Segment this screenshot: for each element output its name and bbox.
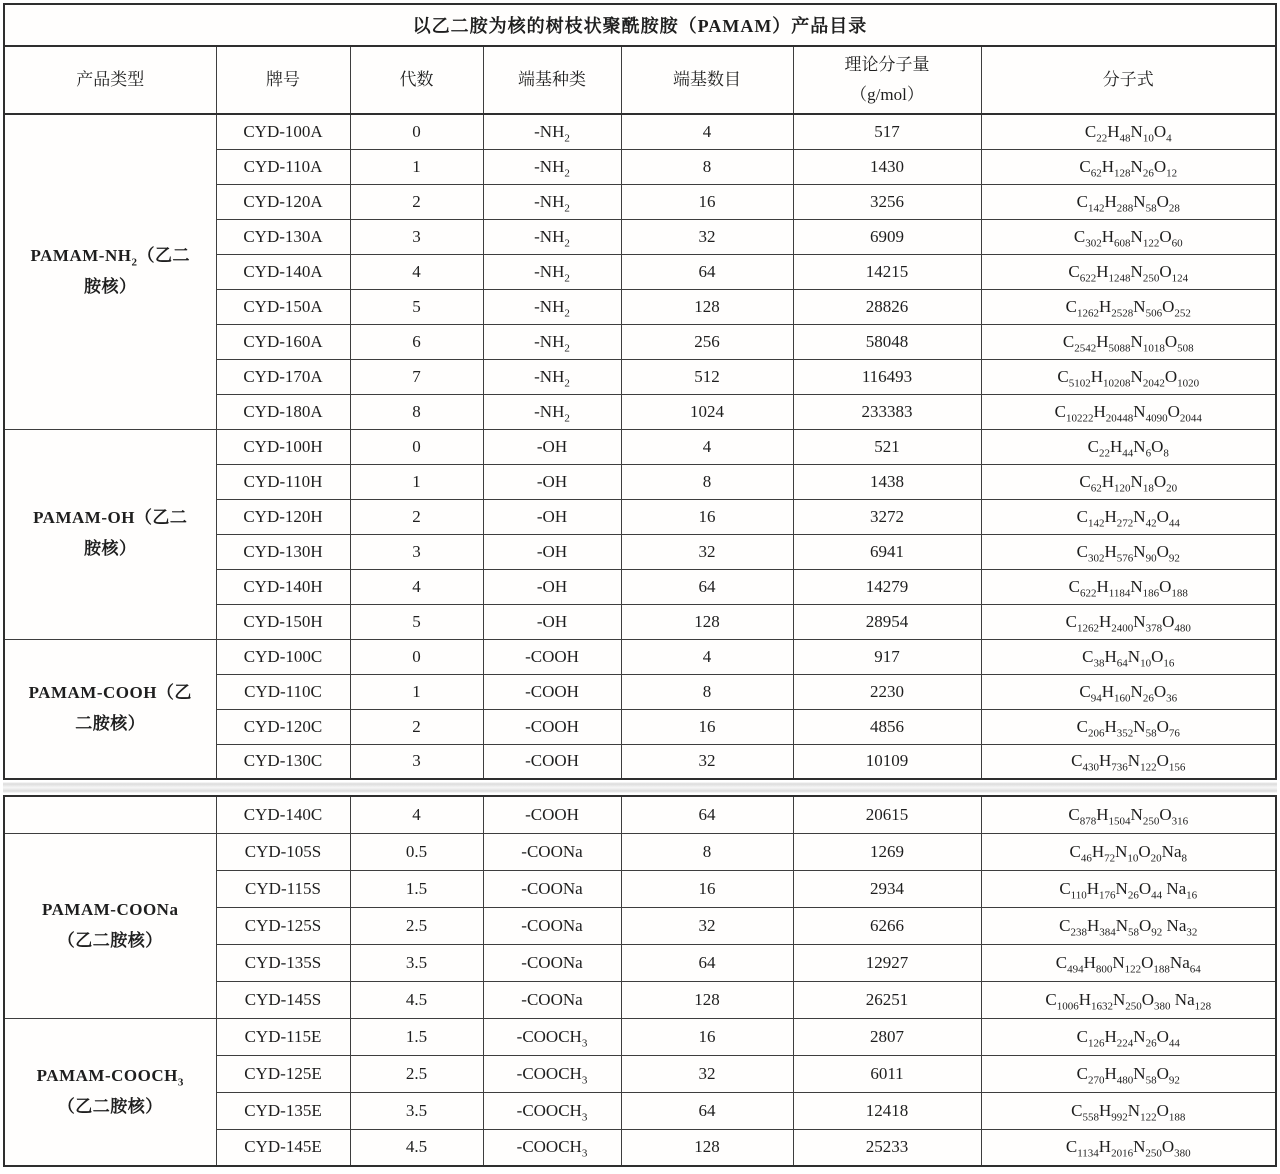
cell-model: CYD-135E [216, 1092, 350, 1129]
cell-molecular-weight: 3256 [793, 184, 981, 219]
cell-terminal-type: $-NH_2$ [483, 149, 621, 184]
cell-terminal-count: 8 [621, 149, 793, 184]
cell-terminal-type: $-COOCH_3$ [483, 1055, 621, 1092]
column-header-formula: 分子式 [981, 46, 1276, 114]
cell-terminal-count: 32 [621, 534, 793, 569]
cell-terminal-count: 8 [621, 464, 793, 499]
cell-generation: 2 [350, 499, 483, 534]
cell-molecular-weight: 6909 [793, 219, 981, 254]
cell-molecular-weight: 12418 [793, 1092, 981, 1129]
cell-molecular-weight: 14215 [793, 254, 981, 289]
cell-generation: 3.5 [350, 1092, 483, 1129]
cell-product-type: PAMAM-$COOCH_3$（乙二胺核） [4, 1018, 216, 1166]
catalog-table-top [3, 3, 1277, 780]
cell-generation: 1 [350, 674, 483, 709]
cell-terminal-type: $-NH_2$ [483, 254, 621, 289]
cell-model: CYD-130C [216, 744, 350, 779]
cell-terminal-type: -OH [483, 499, 621, 534]
cell-product-type: PAMAM-OH（乙二胺核） [4, 429, 216, 639]
cell-molecular-formula: $C_{94}H_{160}N_{26}O_{36}$ [981, 674, 1276, 709]
cell-molecular-formula: $C_{142}H_{288}N_{58}O_{28}$ [981, 184, 1276, 219]
cell-terminal-type: $-NH_2$ [483, 359, 621, 394]
cell-model: CYD-100C [216, 639, 350, 674]
cell-terminal-count: 16 [621, 1018, 793, 1055]
cell-terminal-type: $-NH_2$ [483, 394, 621, 429]
cell-model: CYD-110C [216, 674, 350, 709]
cell-molecular-formula: $C_{46}H_{72}N_{10}O_{20}Na_8$ [981, 833, 1276, 870]
cell-product-type: PAMAM-$NH_2$（乙二胺核） [4, 114, 216, 429]
cell-generation: 2.5 [350, 1055, 483, 1092]
cell-generation: 3 [350, 534, 483, 569]
cell-molecular-weight: 6011 [793, 1055, 981, 1092]
cell-terminal-count: 128 [621, 1129, 793, 1166]
cell-generation: 1.5 [350, 870, 483, 907]
cell-terminal-count: 32 [621, 219, 793, 254]
cell-model: CYD-170A [216, 359, 350, 394]
cell-model: CYD-160A [216, 324, 350, 359]
cell-model: CYD-120H [216, 499, 350, 534]
cell-terminal-type: $-NH_2$ [483, 324, 621, 359]
cell-product-type [4, 796, 216, 833]
cell-product-type: PAMAM-COONa（乙二胺核） [4, 833, 216, 1018]
cell-molecular-weight: 6941 [793, 534, 981, 569]
cell-terminal-count: 1024 [621, 394, 793, 429]
cell-molecular-formula: $C_{62}H_{120}N_{18}O_{20}$ [981, 464, 1276, 499]
cell-molecular-weight: 4856 [793, 709, 981, 744]
table-row [4, 1018, 1276, 1055]
cell-generation: 4.5 [350, 1129, 483, 1166]
cell-molecular-formula: $C_{558}H_{992}N_{122}O_{188}$ [981, 1092, 1276, 1129]
cell-terminal-type: -COONa [483, 833, 621, 870]
cell-molecular-formula: $C_{1262}H_{2528}N_{506}O_{252}$ [981, 289, 1276, 324]
cell-molecular-formula: $C_{2542}H_{5088}N_{1018}O_{508}$ [981, 324, 1276, 359]
cell-generation: 3.5 [350, 944, 483, 981]
cell-generation: 7 [350, 359, 483, 394]
cell-terminal-type: -OH [483, 429, 621, 464]
page-title: 以乙二胺为核的树枝状聚酰胺胺（PAMAM）产品目录 [4, 4, 1276, 46]
cell-molecular-formula: $C_{622}H_{1184}N_{186}O_{188}$ [981, 569, 1276, 604]
cell-terminal-type: -COOH [483, 674, 621, 709]
cell-molecular-weight: 14279 [793, 569, 981, 604]
column-header-terminal-count: 端基数目 [621, 46, 793, 114]
cell-terminal-count: 32 [621, 744, 793, 779]
cell-terminal-count: 16 [621, 870, 793, 907]
cell-generation: 5 [350, 289, 483, 324]
cell-molecular-weight: 2230 [793, 674, 981, 709]
cell-molecular-weight: 20615 [793, 796, 981, 833]
cell-terminal-count: 64 [621, 569, 793, 604]
cell-generation: 2 [350, 184, 483, 219]
table-row [4, 833, 1276, 870]
cell-model: CYD-100H [216, 429, 350, 464]
cell-generation: 3 [350, 219, 483, 254]
cell-molecular-formula: $C_{206}H_{352}N_{58}O_{76}$ [981, 709, 1276, 744]
cell-model: CYD-115E [216, 1018, 350, 1055]
cell-model: CYD-120A [216, 184, 350, 219]
cell-generation: 4 [350, 254, 483, 289]
cell-terminal-count: 128 [621, 604, 793, 639]
page-break-band [3, 780, 1277, 795]
cell-terminal-type: $-NH_2$ [483, 289, 621, 324]
cell-model: CYD-125E [216, 1055, 350, 1092]
cell-model: CYD-140A [216, 254, 350, 289]
cell-molecular-formula: $C_{238}H_{384}N_{58}O_{92}$ $Na_{32}$ [981, 907, 1276, 944]
cell-molecular-formula: $C_{10222}H_{20448}N_{4090}O_{2044}$ [981, 394, 1276, 429]
cell-terminal-type: -COOH [483, 796, 621, 833]
cell-molecular-formula: $C_{302}H_{608}N_{122}O_{60}$ [981, 219, 1276, 254]
cell-model: CYD-135S [216, 944, 350, 981]
cell-model: CYD-130A [216, 219, 350, 254]
cell-molecular-weight: 917 [793, 639, 981, 674]
cell-terminal-type: $-COOCH_3$ [483, 1092, 621, 1129]
cell-terminal-type: $-NH_2$ [483, 114, 621, 149]
cell-generation: 1.5 [350, 1018, 483, 1055]
table-row [4, 114, 1276, 149]
cell-terminal-count: 64 [621, 254, 793, 289]
table-row [4, 639, 1276, 674]
cell-model: CYD-145S [216, 981, 350, 1018]
cell-terminal-type: -COOH [483, 709, 621, 744]
cell-terminal-type: -OH [483, 569, 621, 604]
cell-generation: 3 [350, 744, 483, 779]
cell-terminal-count: 4 [621, 114, 793, 149]
cell-terminal-type: -COOH [483, 639, 621, 674]
cell-molecular-formula: $C_{142}H_{272}N_{42}O_{44}$ [981, 499, 1276, 534]
cell-terminal-count: 16 [621, 709, 793, 744]
cell-model: CYD-115S [216, 870, 350, 907]
cell-terminal-count: 128 [621, 289, 793, 324]
cell-molecular-weight: 6266 [793, 907, 981, 944]
cell-terminal-count: 64 [621, 944, 793, 981]
cell-generation: 5 [350, 604, 483, 639]
cell-terminal-type: -COONa [483, 981, 621, 1018]
cell-product-type: PAMAM-COOH（乙二胺核） [4, 639, 216, 779]
cell-molecular-formula: $C_{38}H_{64}N_{10}O_{16}$ [981, 639, 1276, 674]
cell-molecular-formula: $C_{494}H_{800}N_{122}O_{188}Na_{64}$ [981, 944, 1276, 981]
mw-header-unit: （g/mol） [850, 85, 924, 104]
cell-generation: 2.5 [350, 907, 483, 944]
cell-molecular-formula: $C_{22}H_{48}N_{10}O_4$ [981, 114, 1276, 149]
cell-molecular-weight: 3272 [793, 499, 981, 534]
cell-molecular-weight: 12927 [793, 944, 981, 981]
cell-generation: 6 [350, 324, 483, 359]
cell-model: CYD-105S [216, 833, 350, 870]
cell-model: CYD-130H [216, 534, 350, 569]
cell-molecular-weight: 1430 [793, 149, 981, 184]
title-row [4, 4, 1276, 46]
cell-terminal-count: 32 [621, 907, 793, 944]
cell-terminal-count: 64 [621, 1092, 793, 1129]
cell-molecular-weight: 10109 [793, 744, 981, 779]
cell-terminal-count: 16 [621, 499, 793, 534]
cell-terminal-type: $-NH_2$ [483, 219, 621, 254]
cell-molecular-weight: 28826 [793, 289, 981, 324]
cell-terminal-count: 16 [621, 184, 793, 219]
column-header-product-type: 产品类型 [4, 46, 216, 114]
cell-terminal-type: -COONa [483, 944, 621, 981]
cell-molecular-weight: 1269 [793, 833, 981, 870]
cell-terminal-type: -OH [483, 534, 621, 569]
cell-molecular-formula: $C_{110}H_{176}N_{26}O_{44}$ $Na_{16}$ [981, 870, 1276, 907]
column-header-molecular-weight [793, 46, 981, 114]
cell-terminal-type: -COOH [483, 744, 621, 779]
cell-model: CYD-110H [216, 464, 350, 499]
cell-molecular-weight: 26251 [793, 981, 981, 1018]
cell-model: CYD-120C [216, 709, 350, 744]
table-row [4, 429, 1276, 464]
cell-molecular-formula: $C_{1006}H_{1632}N_{250}O_{380}$ $Na_{128}$ [981, 981, 1276, 1018]
column-header-generation: 代数 [350, 46, 483, 114]
header-row [4, 46, 1276, 114]
column-header-model: 牌号 [216, 46, 350, 114]
cell-terminal-count: 256 [621, 324, 793, 359]
cell-molecular-formula: $C_{5102}H_{10208}N_{2042}O_{1020}$ [981, 359, 1276, 394]
cell-model: CYD-145E [216, 1129, 350, 1166]
cell-molecular-formula: $C_{1134}H_{2016}N_{250}O_{380}$ [981, 1129, 1276, 1166]
cell-molecular-weight: 2807 [793, 1018, 981, 1055]
cell-generation: 2 [350, 709, 483, 744]
cell-terminal-type: $-COOCH_3$ [483, 1018, 621, 1055]
cell-molecular-formula: $C_{1262}H_{2400}N_{378}O_{480}$ [981, 604, 1276, 639]
cell-molecular-weight: 28954 [793, 604, 981, 639]
cell-model: CYD-140H [216, 569, 350, 604]
cell-molecular-formula: $C_{270}H_{480}N_{58}O_{92}$ [981, 1055, 1276, 1092]
cell-terminal-type: -COONa [483, 907, 621, 944]
cell-model: CYD-125S [216, 907, 350, 944]
cell-terminal-type: $-COOCH_3$ [483, 1129, 621, 1166]
catalog-table-bottom [3, 795, 1277, 1167]
cell-molecular-formula: $C_{22}H_{44}N_6O_8$ [981, 429, 1276, 464]
cell-molecular-weight: 517 [793, 114, 981, 149]
table-body-top [4, 114, 1276, 779]
cell-model: CYD-100A [216, 114, 350, 149]
cell-generation: 0 [350, 639, 483, 674]
cell-molecular-formula: $C_{430}H_{736}N_{122}O_{156}$ [981, 744, 1276, 779]
cell-molecular-weight: 116493 [793, 359, 981, 394]
column-header-terminal-type: 端基种类 [483, 46, 621, 114]
cell-terminal-count: 4 [621, 639, 793, 674]
cell-terminal-type: -COONa [483, 870, 621, 907]
cell-molecular-formula: $C_{622}H_{1248}N_{250}O_{124}$ [981, 254, 1276, 289]
table-body-bottom [4, 796, 1276, 1166]
cell-molecular-formula: $C_{878}H_{1504}N_{250}O_{316}$ [981, 796, 1276, 833]
cell-terminal-type: -OH [483, 604, 621, 639]
cell-generation: 1 [350, 464, 483, 499]
cell-terminal-count: 128 [621, 981, 793, 1018]
cell-model: CYD-150H [216, 604, 350, 639]
cell-molecular-weight: 2934 [793, 870, 981, 907]
cell-terminal-type: -OH [483, 464, 621, 499]
cell-terminal-count: 32 [621, 1055, 793, 1092]
cell-model: CYD-180A [216, 394, 350, 429]
cell-generation: 0 [350, 114, 483, 149]
cell-generation: 0 [350, 429, 483, 464]
cell-molecular-weight: 521 [793, 429, 981, 464]
cell-terminal-count: 8 [621, 674, 793, 709]
cell-terminal-count: 512 [621, 359, 793, 394]
cell-model: CYD-110A [216, 149, 350, 184]
cell-model: CYD-150A [216, 289, 350, 324]
table-row [4, 796, 1276, 833]
cell-terminal-count: 8 [621, 833, 793, 870]
cell-molecular-formula: $C_{302}H_{576}N_{90}O_{92}$ [981, 534, 1276, 569]
cell-molecular-formula: $C_{126}H_{224}N_{26}O_{44}$ [981, 1018, 1276, 1055]
cell-molecular-weight: 233383 [793, 394, 981, 429]
mw-header-line1: 理论分子量 [844, 55, 930, 75]
cell-model: CYD-140C [216, 796, 350, 833]
cell-terminal-type: $-NH_2$ [483, 184, 621, 219]
cell-generation: 4 [350, 796, 483, 833]
cell-generation: 0.5 [350, 833, 483, 870]
cell-molecular-weight: 25233 [793, 1129, 981, 1166]
cell-generation: 1 [350, 149, 483, 184]
cell-terminal-count: 4 [621, 429, 793, 464]
cell-molecular-weight: 58048 [793, 324, 981, 359]
cell-generation: 4 [350, 569, 483, 604]
cell-terminal-count: 64 [621, 796, 793, 833]
cell-molecular-weight: 1438 [793, 464, 981, 499]
cell-generation: 8 [350, 394, 483, 429]
cell-generation: 4.5 [350, 981, 483, 1018]
cell-molecular-formula: $C_{62}H_{128}N_{26}O_{12}$ [981, 149, 1276, 184]
